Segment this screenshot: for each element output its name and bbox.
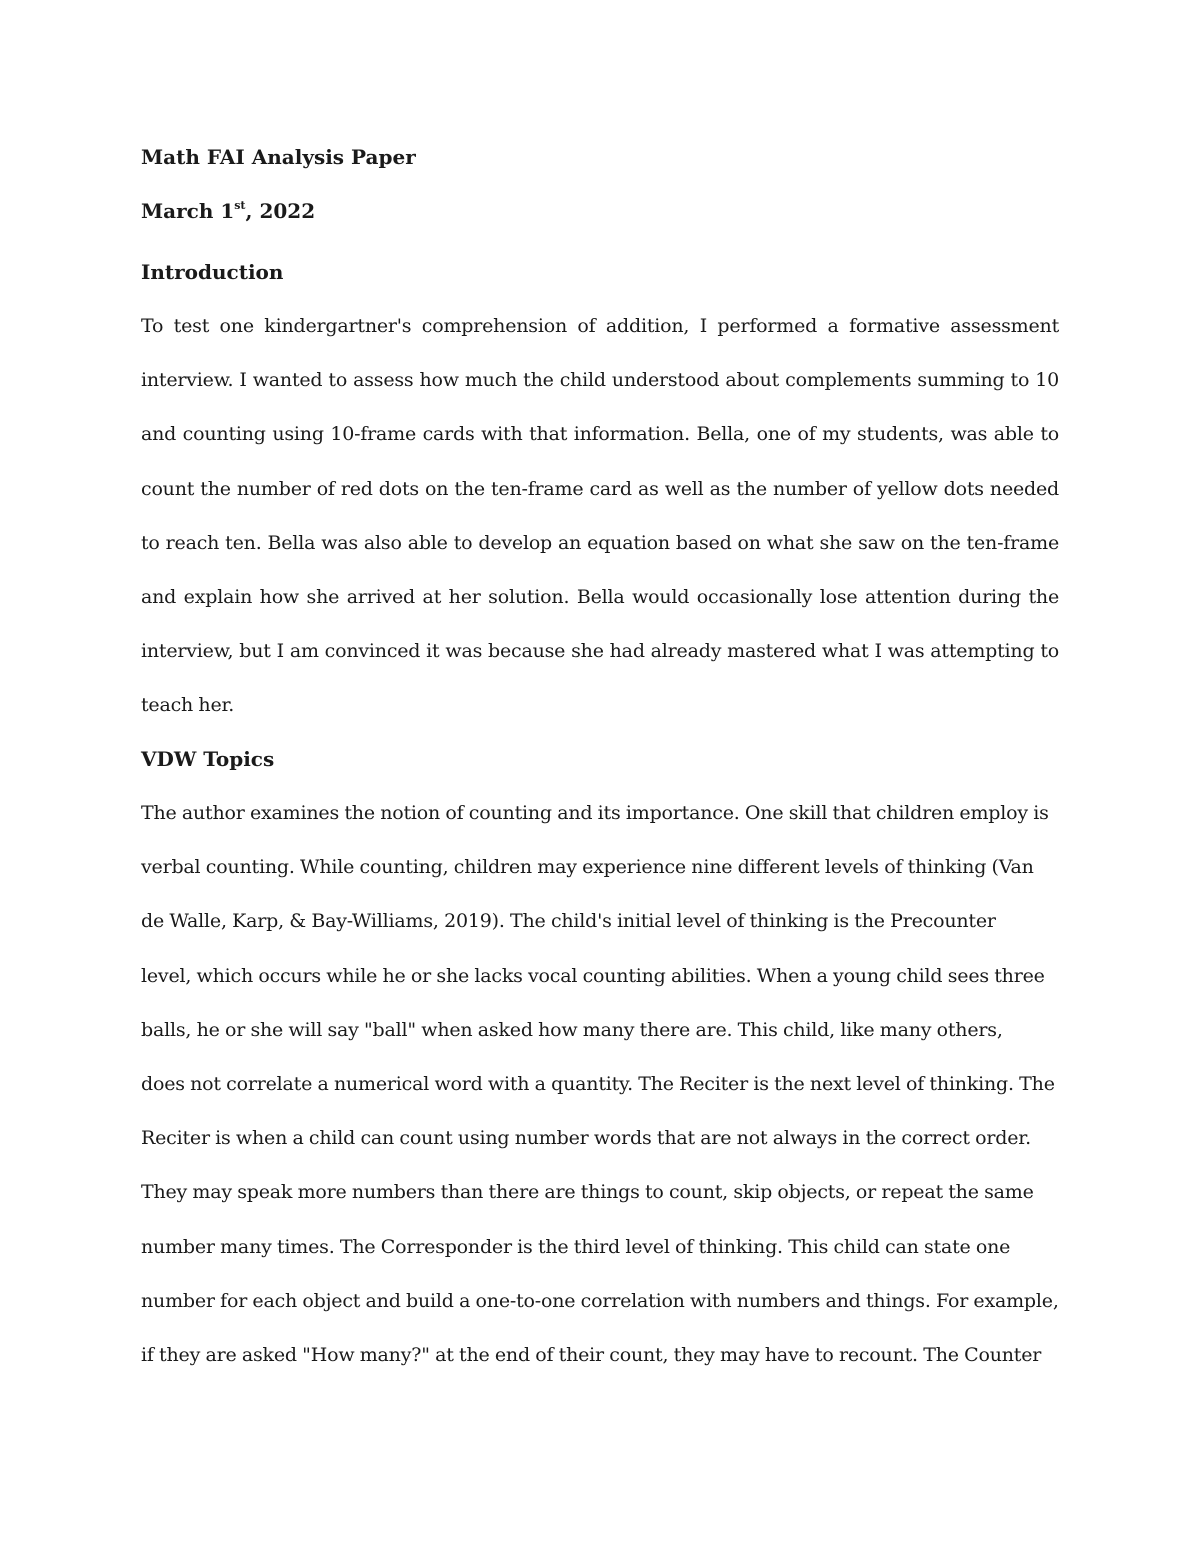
text-line: They may speak more numbers than there are things to count, skip objects, or repeat the same bbox=[141, 1181, 1034, 1204]
text-line: balls, he or she will say "ball" when asked how many there are. This child, like many others, bbox=[141, 1018, 1003, 1041]
text-line: number many times. The Corresponder is the third level of thinking. This child can state one bbox=[141, 1235, 1011, 1258]
text-line: Reciter is when a child can count using number words that are not always in the correct order. bbox=[141, 1127, 1031, 1150]
document-title: Math FAI Analysis Paper bbox=[141, 145, 416, 169]
document-date bbox=[141, 196, 315, 226]
text-line: and counting using 10-frame cards with that information. Bella, one of my students, was able to bbox=[141, 423, 1059, 446]
section-body-introduction bbox=[141, 299, 1059, 733]
text-line: The author examines the notion of counting and its importance. One skill that children employ is bbox=[141, 802, 1049, 824]
date-suffix: , 2022 bbox=[245, 199, 316, 223]
section-heading-vdw-topics: VDW Topics bbox=[141, 747, 275, 771]
text-line: number for each object and build a one-to-one correlation with numbers and things. For example, bbox=[141, 1289, 1059, 1312]
text-line: verbal counting. While counting, children may experience nine different levels of thinking (Van bbox=[141, 856, 1034, 879]
section-heading-introduction: Introduction bbox=[141, 260, 284, 284]
text-line: to reach ten. Bella was also able to develop an equation based on what she saw on the ten-frame bbox=[141, 531, 1059, 554]
text-line: count the number of red dots on the ten-frame card as well as the number of yellow dots needed bbox=[141, 477, 1059, 500]
text-line: if they are asked "How many?" at the end of their count, they may have to recount. The Counter bbox=[141, 1343, 1042, 1366]
text-line: teach her. bbox=[141, 694, 235, 717]
date-prefix: March 1 bbox=[141, 199, 235, 223]
text-line: To test one kindergartner's comprehension of addition, I performed a formative assessment bbox=[141, 315, 1059, 337]
text-line: de Walle, Karp, & Bay-Williams, 2019). The child's initial level of thinking is the Precounter bbox=[141, 910, 996, 933]
date-ordinal: st bbox=[234, 199, 246, 212]
section-body-vdw-topics bbox=[141, 786, 1059, 1382]
text-line: interview, but I am convinced it was because she had already mastered what I was attempting to bbox=[141, 640, 1059, 663]
text-line: and explain how she arrived at her solution. Bella would occasionally lose attention during the bbox=[141, 585, 1059, 608]
text-line: level, which occurs while he or she lacks vocal counting abilities. When a young child sees three bbox=[141, 964, 1045, 987]
text-line: does not correlate a numerical word with a quantity. The Reciter is the next level of thinking. The bbox=[141, 1072, 1055, 1095]
text-line: interview. I wanted to assess how much the child understood about complements summing to 10 bbox=[141, 369, 1059, 392]
